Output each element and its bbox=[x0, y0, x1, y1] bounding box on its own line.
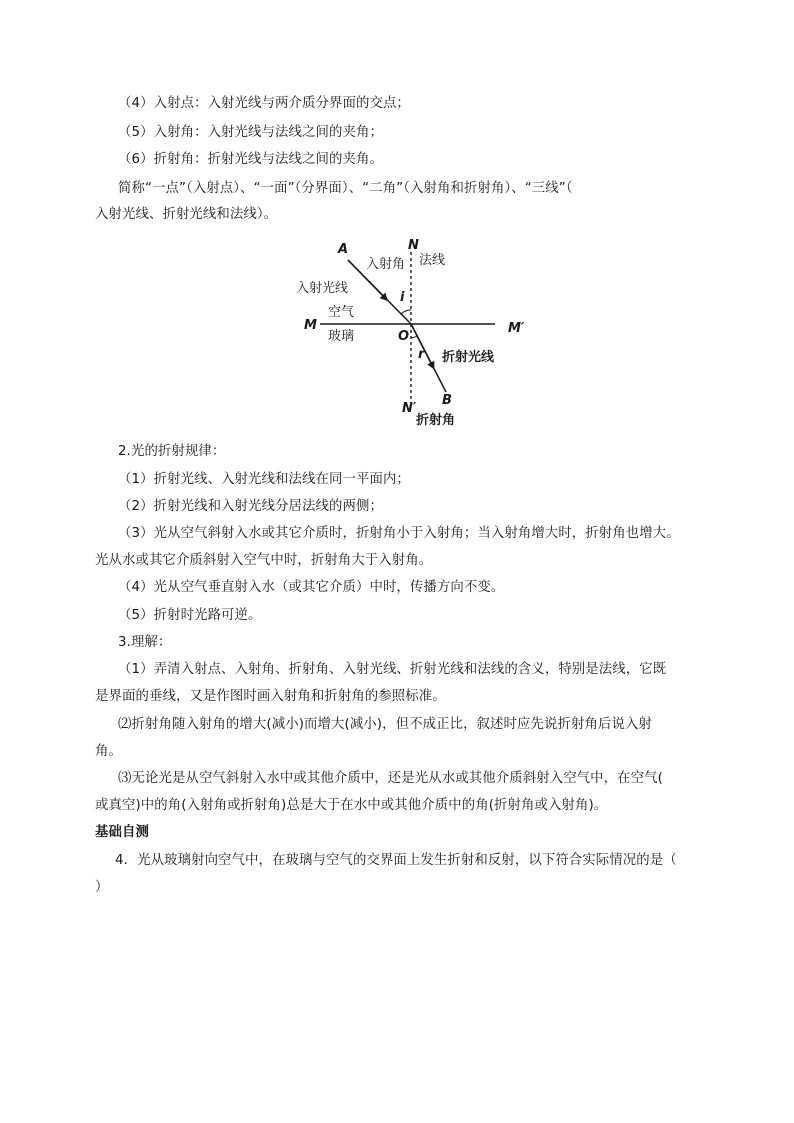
law-3-line-2: 光从水或其它介质斜射入空气中时，折射角大于入射角。 bbox=[95, 553, 433, 568]
summary-line-2: 入射光线、折射光线和法线）。 bbox=[95, 207, 278, 222]
understand-1-line-1: （1）弄清入射点、入射角、折射角、入射光线、折射光线和法线的含义，特别是法线，它既 bbox=[118, 662, 667, 677]
understand-1-line-2: 是界面的垂线，又是作图时画入射角和折射角的参照标准。 bbox=[95, 689, 446, 704]
glass-label: 玻璃 bbox=[328, 329, 355, 344]
incidence-angle-label: 入射角 bbox=[366, 257, 406, 272]
law-3-line-1: （3）光从空气斜射入水或其它介质时，折射角小于入射角；当入射角增大时，折射角也增大。 bbox=[118, 526, 680, 541]
point-A: A bbox=[338, 242, 349, 257]
angle-i-arc bbox=[401, 310, 411, 314]
question-4-line-2: ） bbox=[95, 880, 109, 895]
refracted-ray-label: 折射光线 bbox=[442, 350, 495, 365]
law-1: （1）折射光线、入射光线和法线在同一平面内； bbox=[118, 472, 410, 487]
incident-ray-label: 入射光线 bbox=[296, 281, 349, 296]
question-4-line-1: 4．光从玻璃射向空气中，在玻璃与空气的交界面上发生折射和反射，以下符合实际情况的是（ bbox=[115, 853, 677, 868]
air-label: 空气 bbox=[328, 305, 355, 320]
law-2: （2）折射光线和入射光线分居法线的两侧； bbox=[118, 499, 383, 514]
definition-refraction-angle: （6）折射角：折射光线与法线之间的夹角。 bbox=[118, 152, 383, 167]
angle-r-arc bbox=[411, 336, 417, 338]
point-O: O bbox=[398, 329, 410, 344]
law-5: （5）折射时光路可逆。 bbox=[118, 608, 262, 623]
definition-incidence-point: （4）入射点：入射光线与两介质分界面的交点； bbox=[118, 96, 410, 111]
angle-i-label: i bbox=[400, 290, 405, 305]
law-4: （4）光从空气垂直射入水（或其它介质）中时，传播方向不变。 bbox=[118, 580, 505, 595]
point-M: M bbox=[304, 318, 317, 333]
definition-incidence-angle: （5）入射角：入射光线与法线之间的夹角； bbox=[118, 125, 383, 140]
self-test-heading: 基础自测 bbox=[95, 825, 149, 840]
point-B: B bbox=[442, 393, 452, 408]
understand-2-line-1: ⑵折射角随入射角的增大(减小)而增大(减小)，但不成正比，叙述时应先说折射角后说入射 bbox=[118, 717, 652, 732]
understand-2-line-2: 角。 bbox=[95, 744, 122, 759]
angle-r-label: r bbox=[418, 347, 425, 362]
understand-title: 3.理解： bbox=[118, 635, 172, 650]
law-title: 2.光的折射规律： bbox=[118, 444, 226, 459]
refraction-diagram bbox=[290, 236, 550, 432]
point-M-prime: M′ bbox=[508, 321, 525, 336]
point-N-prime: N′ bbox=[402, 401, 417, 416]
understand-3-line-1: ⑶无论光是从空气斜射入水中或其他介质中，还是光从水或其他介质斜射入空气中，在空气( bbox=[118, 771, 663, 786]
summary-line-1: 简称“一点”（入射点）、“一面”（分界面）、“二角”（入射角和折射角）、“三线”（ bbox=[118, 181, 573, 196]
point-N: N bbox=[408, 238, 419, 253]
understand-3-line-2: 或真空)中的角(入射角或折射角)总是大于在水中或其他介质中的角(折射角或入射角)。 bbox=[95, 798, 608, 813]
normal-label: 法线 bbox=[419, 253, 446, 268]
refraction-angle-label: 折射角 bbox=[416, 413, 456, 428]
